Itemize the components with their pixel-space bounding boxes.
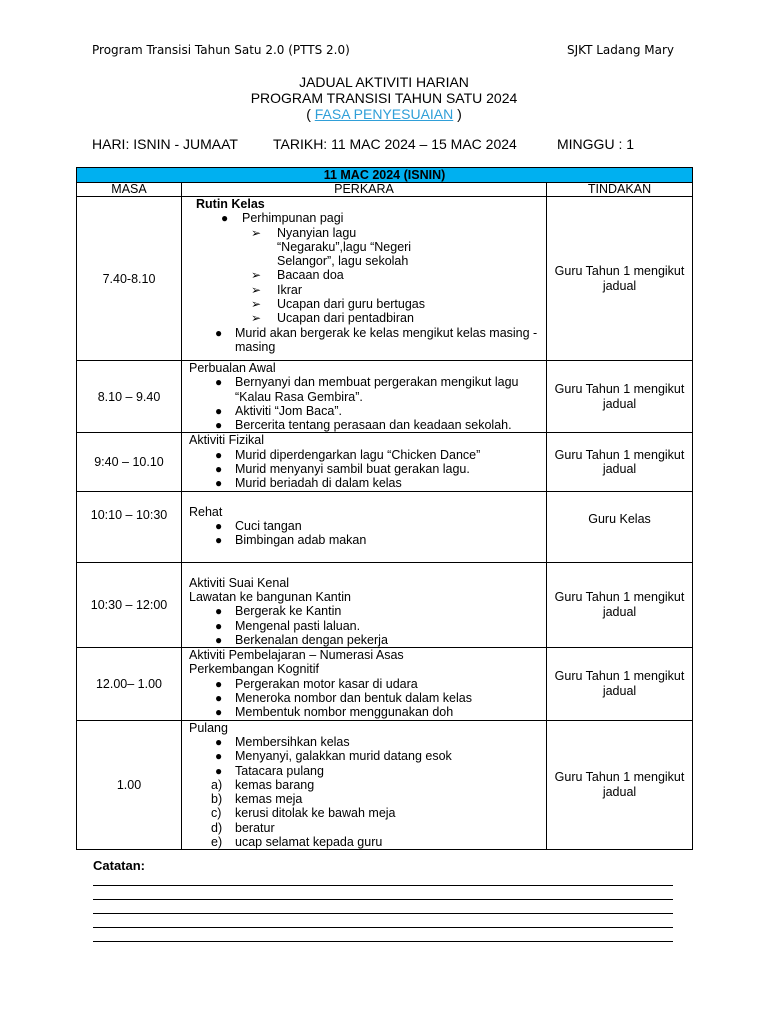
- note-line[interactable]: [93, 927, 673, 928]
- list-item: ● Murid akan bergerak ke kelas mengikut kelas masing - masing: [189, 326, 546, 355]
- row-heading: Perbualan Awal: [189, 361, 276, 375]
- col-tindakan: TINDAKAN: [547, 183, 693, 197]
- tindakan-cell: Guru Tahun 1 mengikut jadual: [547, 648, 693, 720]
- note-line[interactable]: [93, 899, 673, 900]
- note-line[interactable]: [93, 941, 673, 942]
- list-item: e) ucap selamat kepada guru: [211, 835, 383, 850]
- note-line[interactable]: [93, 913, 673, 914]
- row-subheading: Perkembangan Kognitif: [189, 662, 319, 677]
- table-row: [77, 720, 693, 850]
- perkara-cell: [182, 361, 547, 433]
- header-program: Program Transisi Tahun Satu 2.0 (PTTS 2.0): [92, 43, 350, 57]
- list-item: ● Pergerakan motor kasar di udara: [189, 677, 546, 691]
- row-heading: Rutin Kelas: [196, 197, 265, 211]
- header-school: SJKT Ladang Mary: [566, 43, 674, 57]
- list-item: ● Membersihkan kelas: [189, 735, 546, 749]
- perkara-cell: [182, 648, 547, 720]
- note-line[interactable]: [93, 885, 673, 886]
- table-row: [77, 648, 693, 720]
- fasa-link[interactable]: FASA PENYESUAIAN: [314, 106, 454, 122]
- tindakan-cell: Guru Tahun 1 mengikut jadual: [547, 433, 693, 491]
- list-item: ● Menyanyi, galakkan murid datang esok: [189, 749, 546, 763]
- list-item: ● Bimbingan adab makan: [189, 533, 546, 547]
- list-item: ● Bernyanyi dan membuat pergerakan mengikut lagu “Kalau Rasa Gembira”.: [189, 375, 546, 404]
- day-header: 11 MAC 2024 (ISNIN): [77, 168, 693, 183]
- list-item: ➢ Bacaan doa: [189, 268, 546, 282]
- catatan-label: Catatan:: [93, 858, 146, 873]
- list-item: ● Tatacara pulang: [189, 764, 546, 778]
- row-heading: Pulang: [189, 720, 228, 735]
- list-item: ● Cuci tangan: [189, 519, 546, 533]
- list-item: c) kerusi ditolak ke bawah meja: [211, 806, 396, 821]
- title-line-3: ( FASA PENYESUAIAN ): [306, 106, 462, 122]
- perkara-cell: [182, 433, 547, 491]
- list-item: ➢ Ucapan dari guru bertugas: [189, 297, 546, 311]
- perkara-cell: [182, 720, 547, 850]
- col-perkara: PERKARA: [182, 183, 547, 197]
- list-item: ● Aktiviti “Jom Baca”.: [189, 404, 546, 418]
- list-item: ● Bergerak ke Kantin: [189, 604, 546, 618]
- table-row: [77, 433, 693, 491]
- tindakan-cell: Guru Tahun 1 mengikut jadual: [547, 720, 693, 850]
- tindakan-cell: Guru Tahun 1 mengikut jadual: [547, 361, 693, 433]
- title-line-2: PROGRAM TRANSISI TAHUN SATU 2024: [250, 90, 518, 106]
- table-row: [77, 491, 693, 562]
- list-item: ● Perhimpunan pagi: [189, 211, 546, 225]
- row-subheading: Lawatan ke bangunan Kantin: [189, 589, 351, 604]
- info-minggu: MINGGU : 1: [557, 136, 635, 152]
- perkara-cell: [182, 491, 547, 562]
- list-item: ● Mengenal pasti laluan.: [189, 619, 546, 633]
- titles: [0, 74, 768, 122]
- row-heading: Aktiviti Pembelajaran – Numerasi Asas: [189, 648, 404, 663]
- list-item: ● Meneroka nombor dan bentuk dalam kelas: [189, 691, 546, 705]
- list-item: ● Bercerita tentang perasaan dan keadaan sekolah.: [189, 418, 546, 432]
- info-hari: HARI: ISNIN - JUMAAT: [92, 136, 238, 152]
- masa-cell: 10:10 – 10:30: [77, 491, 182, 562]
- perkara-cell: [182, 562, 547, 647]
- list-item: b) kemas meja: [211, 792, 303, 807]
- table-row: [77, 197, 693, 361]
- masa-cell: 1.00: [77, 720, 182, 850]
- table-row: [77, 562, 693, 647]
- list-item: ● Murid beriadah di dalam kelas: [189, 476, 546, 490]
- perkara-cell: [182, 197, 547, 361]
- tindakan-cell: Guru Tahun 1 mengikut jadual: [547, 562, 693, 647]
- col-masa: MASA: [77, 183, 182, 197]
- row-heading: Rehat: [189, 504, 223, 519]
- table-row: [77, 361, 693, 433]
- list-item: d) beratur: [211, 820, 275, 835]
- row-heading: Aktiviti Suai Kenal: [189, 575, 290, 590]
- masa-cell: 7.40-8.10: [77, 197, 182, 361]
- list-item: ● Berkenalan dengan pekerja: [189, 633, 546, 647]
- list-item: ● Murid menyanyi sambil buat gerakan lagu.: [189, 462, 546, 476]
- title-line-1: JADUAL AKTIVITI HARIAN: [299, 74, 469, 90]
- tindakan-cell: Guru Kelas: [547, 491, 693, 562]
- list-item: ➢ Ucapan dari pentadbiran: [189, 311, 546, 325]
- list-item: ➢ Ikrar: [189, 283, 546, 297]
- list-item: ● Membentuk nombor menggunakan doh: [189, 705, 546, 719]
- row-heading: Aktiviti Fizikal: [189, 433, 265, 448]
- tindakan-cell: Guru Tahun 1 mengikut jadual: [547, 197, 693, 361]
- masa-cell: 12.00– 1.00: [77, 648, 182, 720]
- masa-cell: 10:30 – 12:00: [77, 562, 182, 647]
- list-item: ● Murid diperdengarkan lagu “Chicken Dance”: [189, 448, 546, 462]
- schedule-table: [76, 167, 693, 850]
- info-tarikh: TARIKH: 11 MAC 2024 – 15 MAC 2024: [273, 136, 517, 152]
- list-item: ➢ Nyanyian lagu “Negaraku”,lagu “Negeri Selangor”, lagu sekolah: [189, 226, 546, 269]
- list-item: a) kemas barang: [211, 777, 315, 792]
- masa-cell: 9:40 – 10.10: [77, 433, 182, 491]
- masa-cell: 8.10 – 9.40: [77, 361, 182, 433]
